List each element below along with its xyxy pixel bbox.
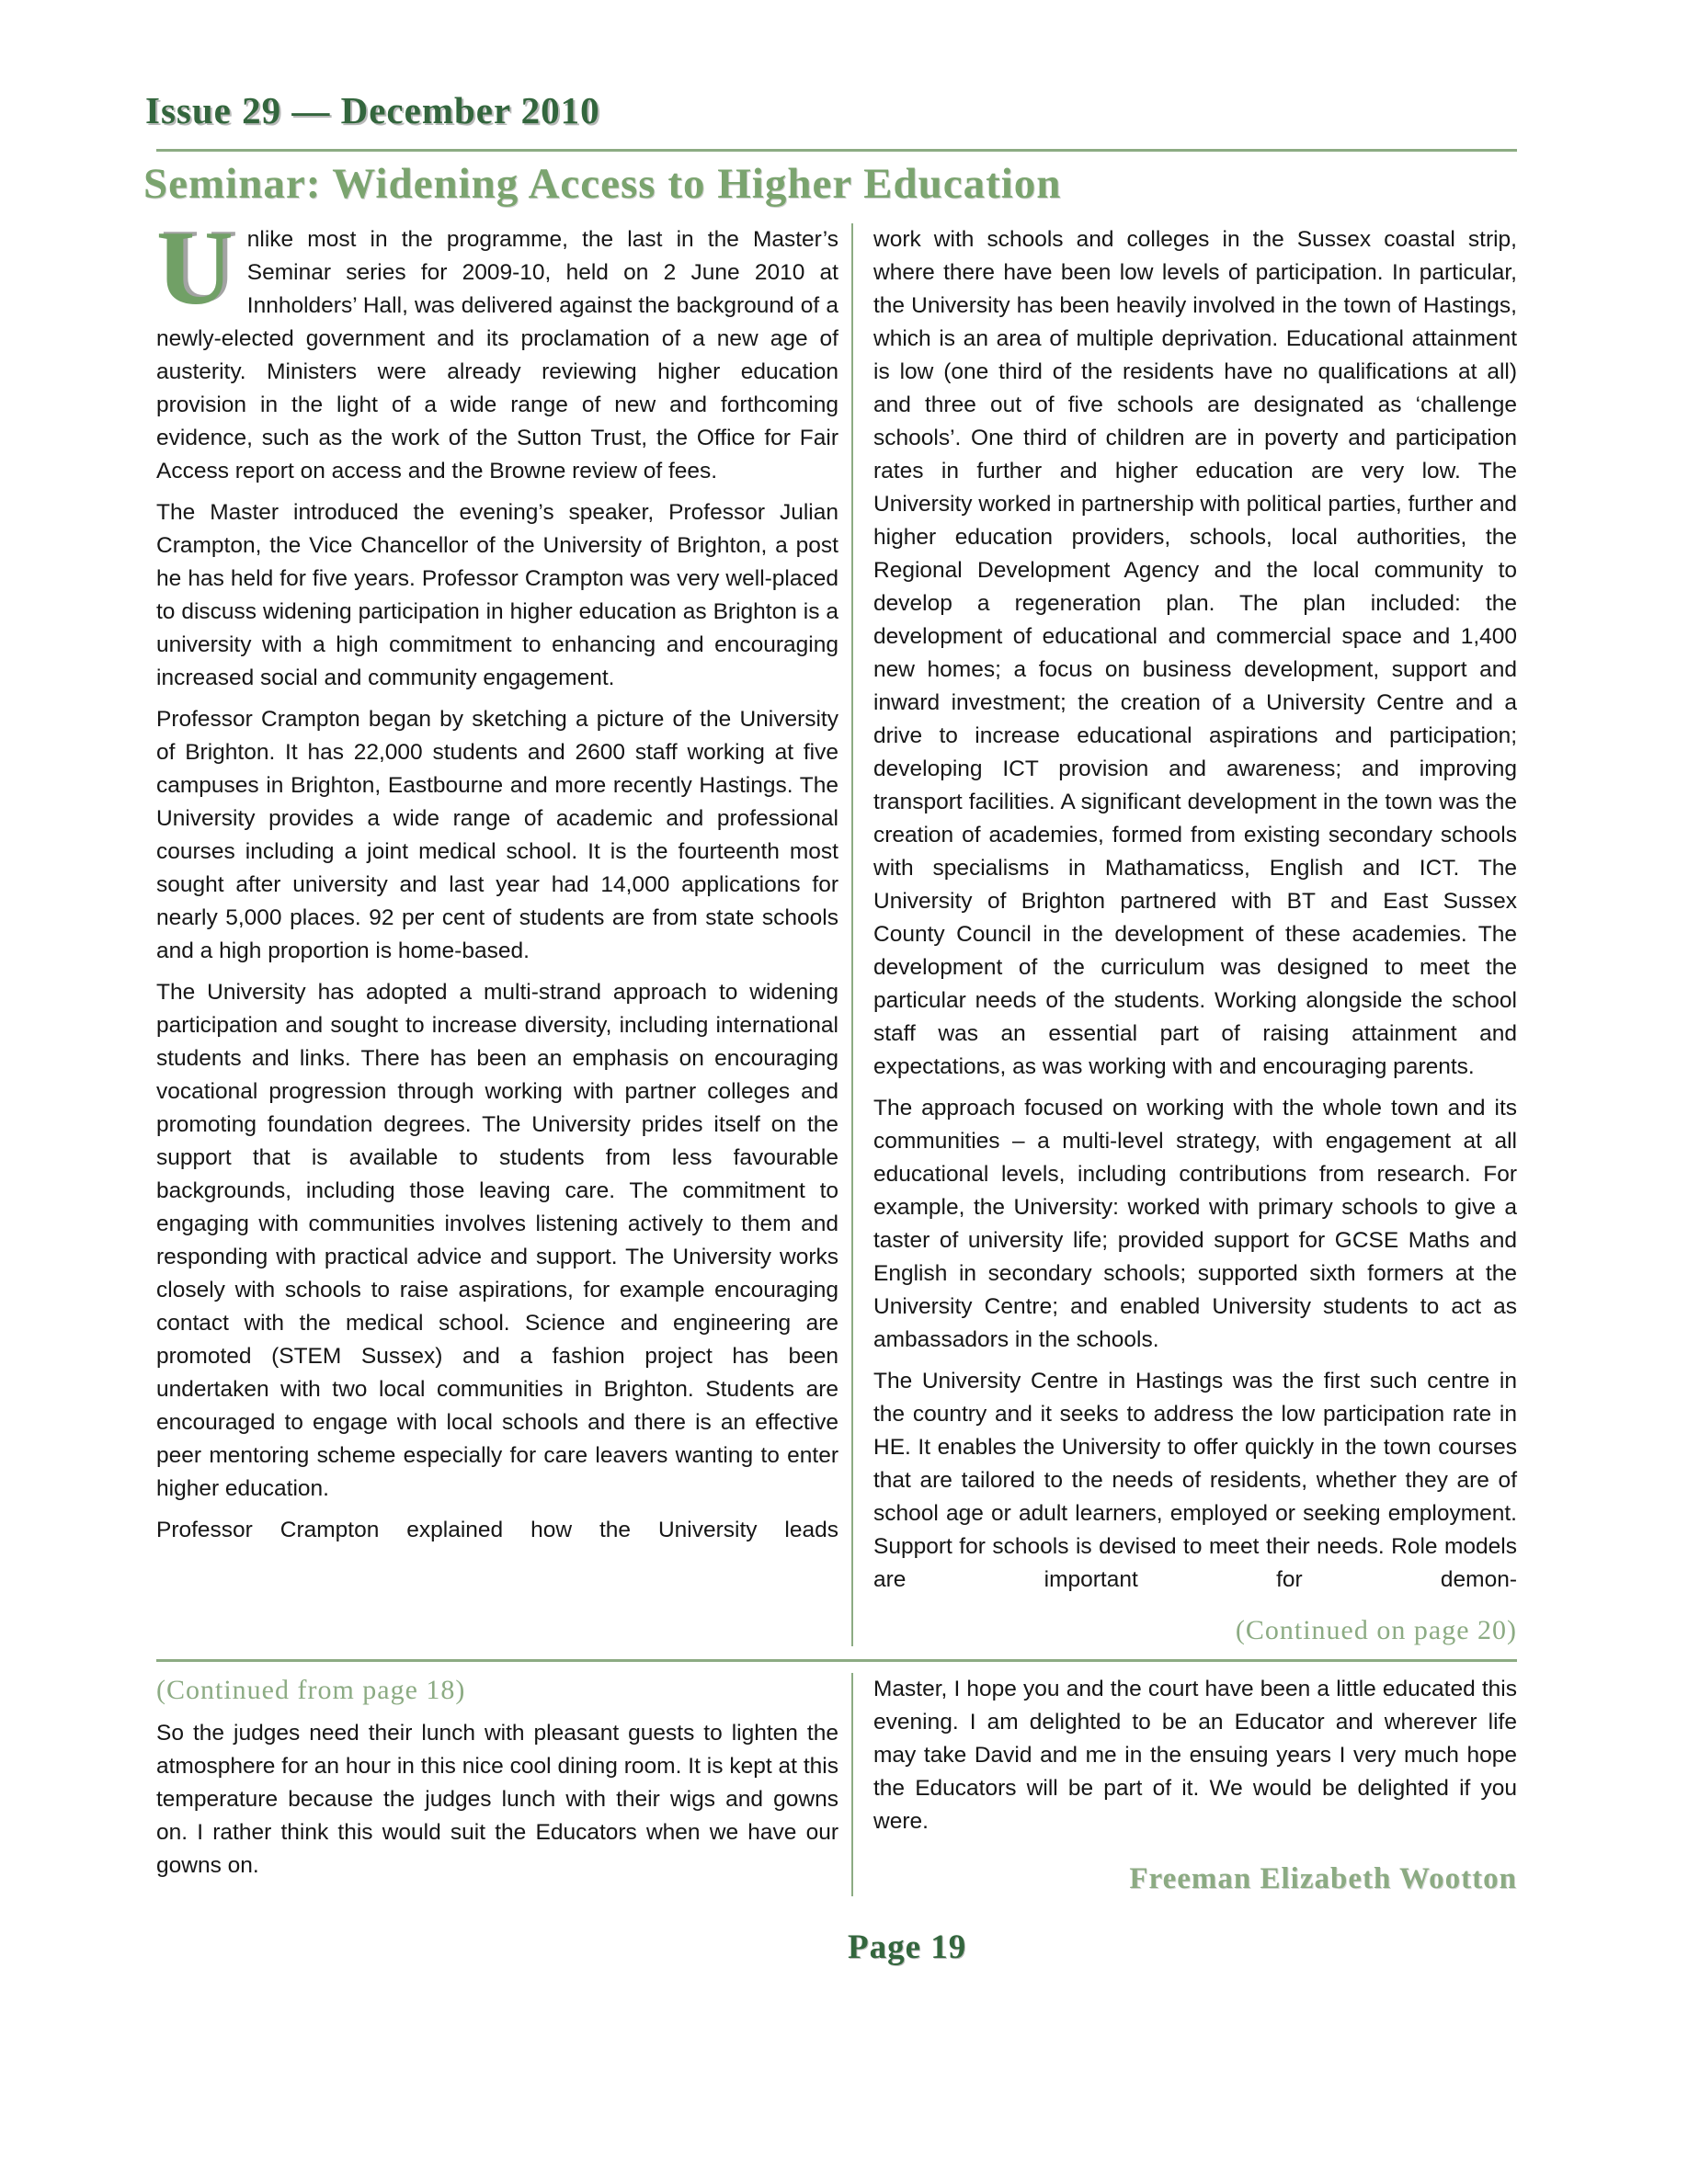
- paragraph: The Master introduced the evening’s speaker, Professor Julian Crampton, the Vice Chancellor of the University of Brighton, a post he has held for five years. Professor Crampton was very well-placed to discuss widening participation in higher education as Brighton is a university with a high commitment to enhancing and encouraging increased social and community engagement.: [156, 500, 838, 690]
- continued-from-note: (Continued from page 18): [156, 1675, 466, 1705]
- page-number: Page 19: [848, 1928, 967, 1966]
- header-rule: [156, 149, 1517, 152]
- article-column-left: [156, 210, 838, 1646]
- paragraph: The University has adopted a multi-strand approach to widening participation and sought to increase diversity, including international students and links. There has been an emphasis on encouraging vocational progression through working with partner colleges and promoting foundation degrees. The University prides itself on the support that is available to students from less favourable backgrounds, including those leaving care. The commitment to engaging with communities involves listening actively to them and responding with practical advice and support. The University works closely with schools to raise aspirations, for example encouraging contact with the medical school. Science and engineering are promoted (STEM Sussex) and a fashion project has been undertaken with two local communities in Brighton. Students are encouraged to engage with local schools and there is an effective peer mentoring scheme especially for care leavers wanting to enter higher education.: [156, 980, 838, 1501]
- drop-cap: U: [156, 210, 234, 327]
- article-column-right: [873, 223, 1517, 1646]
- paragraph: The University Centre in Hastings was the first such centre in the country and it seeks to address the low participation rate in HE. It enables the University to offer quickly in the town courses that are tailored to the needs of residents, whether they are of school age or adult learners, employed or seeking employment. Support for schools is devised to meet their needs. Role models are important for demon-: [873, 1369, 1517, 1592]
- article-title: Seminar: Widening Access to Higher Education: [143, 160, 1062, 208]
- column-divider: [851, 223, 853, 1646]
- issue-header: Issue 29 — December 2010: [145, 89, 600, 131]
- paragraph: The approach focused on working with the whole town and its communities – a multi-level strategy, with engagement at all educational levels, including contributions from research. For example, the University: worked with primary schools to give a taster of university life; provided support for GCSE Maths and English in secondary schools; supported sixth formers at the University Centre; and enabled University students to act as ambassadors in the schools.: [873, 1096, 1517, 1352]
- paragraph: work with schools and colleges in the Sussex coastal strip, where there have been low levels of participation. In particular, the University has been heavily involved in the town of Hastings, which is an area of multiple deprivation. Educational attainment is low (one third of the residents have no qualifications at all) and three out of five schools are designated as ‘challenge schools’. One third of children are in poverty and participation rates in further and higher education are very low. The University worked in partnership with political parties, further and higher education providers, schools, local authorities, the Regional Development Agency and the local community to develop a regeneration plan. The plan included: the development of educational and commercial space and 1,400 new homes; a focus on business development, support and inward investment; the creation of a University Centre and a drive to increase educational aspirations and participation; developing ICT provision and awareness; and improving transport facilities. A significant development in the town was the creation of academies, formed from existing secondary schools with specialisms in Mathamaticss, English and ICT. The University of Brighton partnered with BT and East Sussex County Council in the development of these academies. The development of the curriculum was designed to meet the particular needs of the students. Working alongside the school staff was an essential part of raising attainment and expectations, as was working with and encouraging parents.: [873, 227, 1517, 1079]
- bottom-column-divider: [851, 1673, 853, 1896]
- continuation-column-right: [873, 1673, 1517, 1896]
- continued-on-note: (Continued on page 20): [1235, 1615, 1517, 1645]
- article-body: [156, 210, 1517, 1646]
- paragraph: Professor Crampton began by sketching a picture of the University of Brighton. It has 22,000 students and 2600 staff working at five campuses in Brighton, Eastbourne and more recently Hastings. The University provides a wide range of academic and professional courses including a joint medical school. It is the fourteenth most sought after university and last year had 14,000 applications for nearly 5,000 places. 92 per cent of students are from state schools and a high proportion is home-based.: [156, 707, 838, 963]
- signature: Freeman Elizabeth Wootton: [1129, 1862, 1517, 1895]
- section-rule: [156, 1659, 1517, 1662]
- continuation-right-paragraph: Master, I hope you and the court have been a little educated this evening. I am delighted to be an Educator and wherever life may take David and me in the ensuing years I very much hope the Educators will be part of it. We would be delighted if you were.: [873, 1677, 1517, 1834]
- paragraph: Professor Crampton explained how the University leads: [156, 1518, 838, 1542]
- continuation-column-left: [156, 1673, 838, 1896]
- continuation-section: [156, 1673, 1517, 1896]
- lead-paragraph-text: nlike most in the programme, the last in the Master’s Seminar series for 2009-10, held on 2 June 2010 at Innholders’ Hall, was delivered against the background of a newly-elected government and its proclamation of a new age of austerity. Ministers were already reviewing higher education provision in the light of a wide range of new and forthcoming evidence, such as the work of the Sutton Trust, the Office for Fair Access report on access and the Browne review of fees.: [156, 227, 838, 483]
- lead-paragraph: [156, 210, 838, 488]
- continuation-left-paragraph: So the judges need their lunch with pleasant guests to lighten the atmosphere for an hour in this nice cool dining room. It is kept at this temperature because the judges lunch with their wigs and gowns on. I rather think this would suit the Educators when we have our gowns on.: [156, 1721, 838, 1878]
